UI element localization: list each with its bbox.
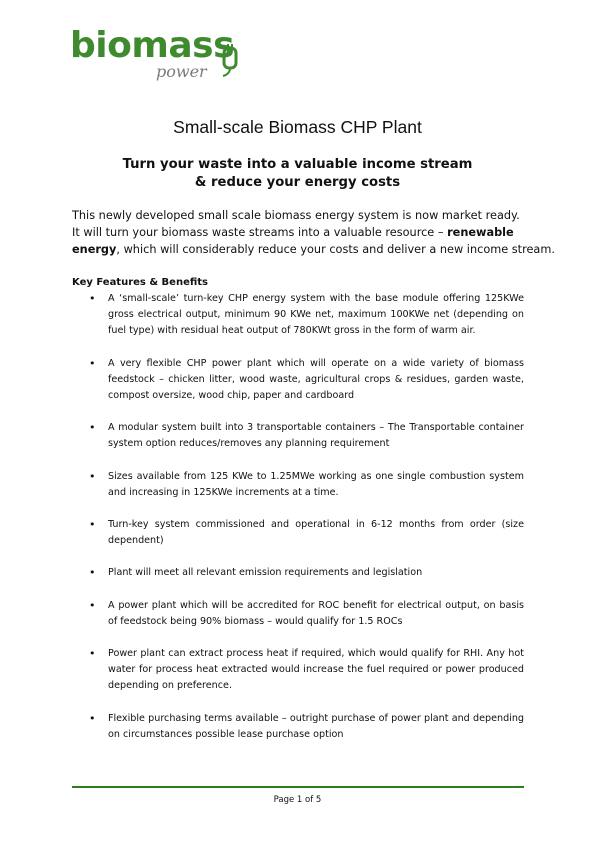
intro-line-2 <box>72 224 524 241</box>
feature-text: Turn-key system commissioned and operational in 6-12 months from order (size dependent) <box>108 519 524 547</box>
subtitle-line-1: Turn your waste into a valuable income stream <box>122 157 473 172</box>
intro-paragraph <box>72 207 555 258</box>
feature-text: A modular system built into 3 transportable containers – The Transportable container system option reduces/removes any planning requirement <box>108 422 524 450</box>
bullet-icon: • <box>89 518 96 532</box>
features-list <box>72 291 524 759</box>
bullet-icon: • <box>89 566 96 580</box>
bullet-icon: • <box>89 421 96 435</box>
bullet-icon: • <box>89 647 96 661</box>
feature-text: A very flexible CHP power plant which will operate on a wide variety of biomass feedstock – chicken litter, wood waste, agricultural crops & residues, garden waste, compost oversize, wood chip, paper and cardboard <box>108 357 524 402</box>
intro-line-1: This newly developed small scale biomass energy system is now market ready. <box>72 209 520 222</box>
list-item <box>72 646 524 695</box>
feature-text: Plant will meet all relevant emission requirements and legislation <box>108 567 423 579</box>
list-item <box>72 356 524 405</box>
company-logo <box>70 25 250 92</box>
list-item <box>72 469 524 501</box>
feature-text: Power plant can extract process heat if required, which would qualify for RHI. Any hot water for process heat extracted would increase the fuel required or power produced depending on preference. <box>108 648 524 692</box>
list-item <box>72 291 524 340</box>
feature-text: A ‘small-scale’ turn-key CHP energy system with the base module offering 125KWe gross electrical output, minimum 90 KWe net, maximum 100KWe net (depending on fuel type) with residual heat output of 780KWt gross in the form of warm air. <box>108 293 524 337</box>
list-item <box>72 711 524 743</box>
intro-line-3 <box>72 241 555 258</box>
list-item <box>72 598 524 630</box>
intro-bold-energy: energy <box>72 243 117 256</box>
feature-text: A power plant which will be accredited for ROC benefit for electrical output, on basis of feedstock being 90% biomass – would qualify for 1.5 ROCs <box>108 599 524 627</box>
subtitle-line-2: & reduce your energy costs <box>194 175 401 190</box>
logo-wordmark <box>70 25 235 66</box>
logo-subtext: power <box>156 62 207 81</box>
bullet-icon: • <box>89 292 96 305</box>
bullet-icon: • <box>89 356 96 370</box>
document-title: Small-scale Biomass CHP Plant <box>173 117 422 137</box>
plug-icon <box>217 44 241 78</box>
feature-text: Flexible purchasing terms available – outright purchase of power plant and depending on circumstances possible lease purchase option <box>108 712 524 740</box>
document-subtitle <box>0 156 595 192</box>
feature-text: Sizes available from 125 KWe to 1.25MWe working as one single combustion system and increasing in 125KWe increments at a time. <box>108 470 524 498</box>
page-number: Page 1 of 5 <box>273 795 322 805</box>
list-item <box>72 565 524 581</box>
logo-text: biomass <box>70 25 235 66</box>
intro-bold-renewable: renewable <box>447 226 514 239</box>
bullet-icon: • <box>89 711 96 725</box>
bullet-icon: • <box>89 469 96 483</box>
footer-divider <box>72 786 524 788</box>
features-heading: Key Features & Benefits <box>72 277 209 288</box>
bullet-icon: • <box>89 598 96 612</box>
list-item <box>72 517 524 549</box>
intro-line-3-text: , which will considerably reduce your costs and deliver a new income stream. <box>116 243 555 256</box>
list-item <box>72 420 524 452</box>
intro-line-2-text: It will turn your biomass waste streams into a valuable resource – <box>72 226 448 239</box>
